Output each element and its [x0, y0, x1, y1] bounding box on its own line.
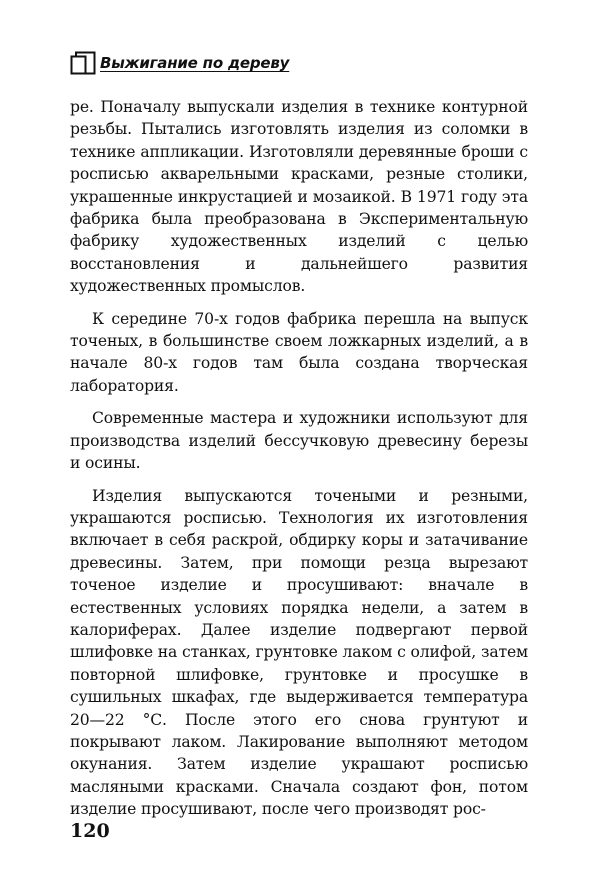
- running-header: [70, 48, 289, 78]
- paragraph: Изделия выпускаются точеными и резными, украшаются росписью. Технология их изготовления включает в себя раскрой, обдирку коры и затачивание древесины. Затем, при помощи резца вырезают точеное изделие и просушивают: вначале в естественных условиях порядка недели, а затем в калориферах. Далее изделие подвергают первой шлифовке на станках, грунтовке лаком с олифой, затем повторной шлифовке, грунтовке и просушке в сушильных шкафах, где выдерживается температура 20—22 °С. После этого его снова грунтуют и покрывают лаком. Лакирование выполняют методом окунания. Затем изделие украшают росписью масляными красками. Сначала создают фон, потом изделие просушивают, после чего производят рос-: [70, 486, 528, 819]
- page-number: 120: [70, 820, 110, 842]
- paragraph: ре. Поначалу выпускали изделия в технике контурной резьбы. Пытались изготовлять изделия из соломки в технике аппликации. Изготовляли деревянные броши с росписью акварельными красками, резные столики, украшенные инкрустацией и мозаикой. В 1971 году эта фабрика была преобразована в Экспериментальную фабрику художественных изделий с целью восстановления и дальнейшего развития художественных промыслов.: [70, 98, 528, 296]
- book-icon: [70, 51, 96, 75]
- paragraph: К середине 70-х годов фабрика перешла на выпуск точеных, в большинстве своем ложкарных изделий, а в начале 80-х годов там была создана творческая лаборатория.: [70, 309, 528, 395]
- page-body: [70, 96, 528, 831]
- header-title: Выжигание по дереву: [100, 54, 290, 72]
- paragraph: Современные мастера и художники используют для производства изделий бессучковую древесину березы и осины.: [70, 409, 528, 473]
